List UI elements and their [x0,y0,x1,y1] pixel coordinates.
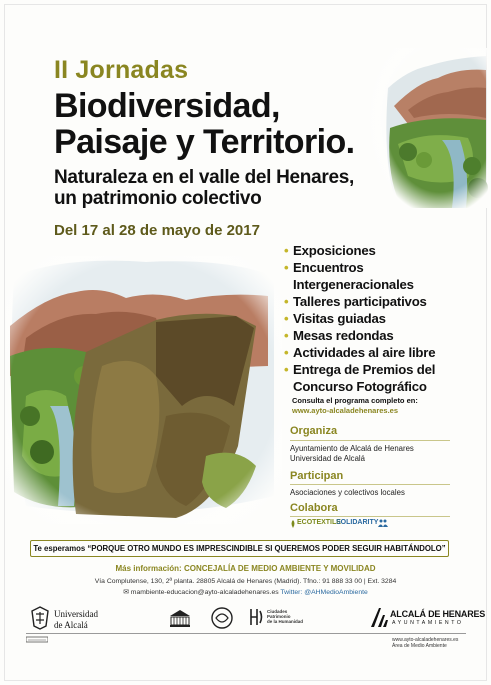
bullet-icon: • [284,362,289,377]
more-info: Más información: CONCEJALÍA DE MEDIO AMBIENTE Y MOVILIDAD [115,564,376,573]
leaf-icon [290,520,296,528]
event-dates: Del 17 al 28 de mayo de 2017 [54,222,260,239]
alcala-name: ALCALÁ DE HENARES [390,609,486,619]
activity-item: • Talleres participativos [284,294,427,309]
alcala-logo-icon [370,606,390,628]
colabora-heading: Colabora [290,502,338,514]
activity-item: • Visitas guiadas [284,311,386,326]
footer-area: Área de Medio Ambiente [392,643,447,649]
organiza-heading: Organiza [290,425,338,437]
activity-item: • Actividades al aire libre [284,345,436,360]
edition-label: II Jornadas [54,56,189,84]
divider [290,484,450,485]
divider [290,440,450,441]
organizer-universidad: Universidad de Alcalá [290,454,365,463]
subtitle [54,167,354,209]
mail-icon: ✉ [123,589,129,596]
organizer-ayuntamiento: Ayuntamiento de Alcalá de Henares [290,444,414,453]
footer-divider [26,633,466,634]
printer-mark-icon [26,636,48,643]
program-label: Consulta el programa completo en: [292,396,418,405]
title-line-2: Paisaje y Territorio. [54,123,355,161]
ayuntamiento-label: AYUNTAMIENTO [392,620,464,626]
ciudades-patrimonio-text: Ciudades Patrimonio de la Humanidad [267,609,304,625]
footer-info [392,637,458,649]
river-valley-photo [368,48,488,208]
university-crest-icon [30,606,50,630]
program-link[interactable]: www.ayto-alcaladehenares.es [292,406,399,415]
slogan-banner: Te esperamos “PORQUE OTRO MUNDO ES IMPRESCINDIBLE SI QUEREMOS PODER SEGUIR HABITÁNDOLO” [30,540,449,557]
email-link[interactable]: mambiente-educacion@ayto-alcaladehenares.es [130,589,279,596]
bullet-icon: • [284,260,289,275]
cliff-landscape-photo [6,256,282,524]
bullet-icon: • [284,328,289,343]
unesco-logo-icon [168,608,192,628]
activity-item: • Exposiciones [284,243,376,258]
page-title [54,88,354,160]
solidarity-logo: SOLIDARITY [336,519,379,526]
activity-item: • Encuentros [284,260,364,275]
divider [290,516,450,517]
bullet-icon: • [284,345,289,360]
bullet-icon: • [284,294,289,309]
title-line-1: Biodiversidad, [54,87,280,125]
ciudades-patrimonio-icon [249,607,265,627]
bullet-icon: • [284,243,289,258]
world-heritage-icon [211,607,233,629]
activity-item-continuation: Concurso Fotográfico [293,379,427,394]
university-name: Universidad de Alcalá [54,609,98,630]
subtitle-line-1: Naturaleza en el valle del Henares, [54,167,354,188]
participan-heading: Participan [290,470,344,482]
participant-text: Asociaciones y colectivos locales [290,488,405,497]
twitter-label: Twitter: [280,589,303,596]
activity-item: • Mesas redondas [284,328,394,343]
activities-list [284,242,435,395]
organiza-list [290,444,414,464]
subtitle-line-2: un patrimonio colectivo [54,188,262,209]
twitter-handle[interactable]: @AHMedioAmbiente [304,589,368,596]
contact-line [0,588,491,596]
address: Vía Complutense, 130, 2ª planta. 28805 Alcalá de Henares (Madrid). Tfno.: 91 888 33 00 | Ext. 3284 [94,578,397,585]
bullet-icon: • [284,311,289,326]
activity-item-continuation: Intergeneracionales [293,277,414,292]
people-icon [378,519,388,527]
footer-url[interactable]: www.ayto-alcaladehenares.es [392,637,459,643]
ecotextile-logo: ECOTEXTILE [297,519,341,526]
activity-item: • Entrega de Premios del [284,362,436,377]
